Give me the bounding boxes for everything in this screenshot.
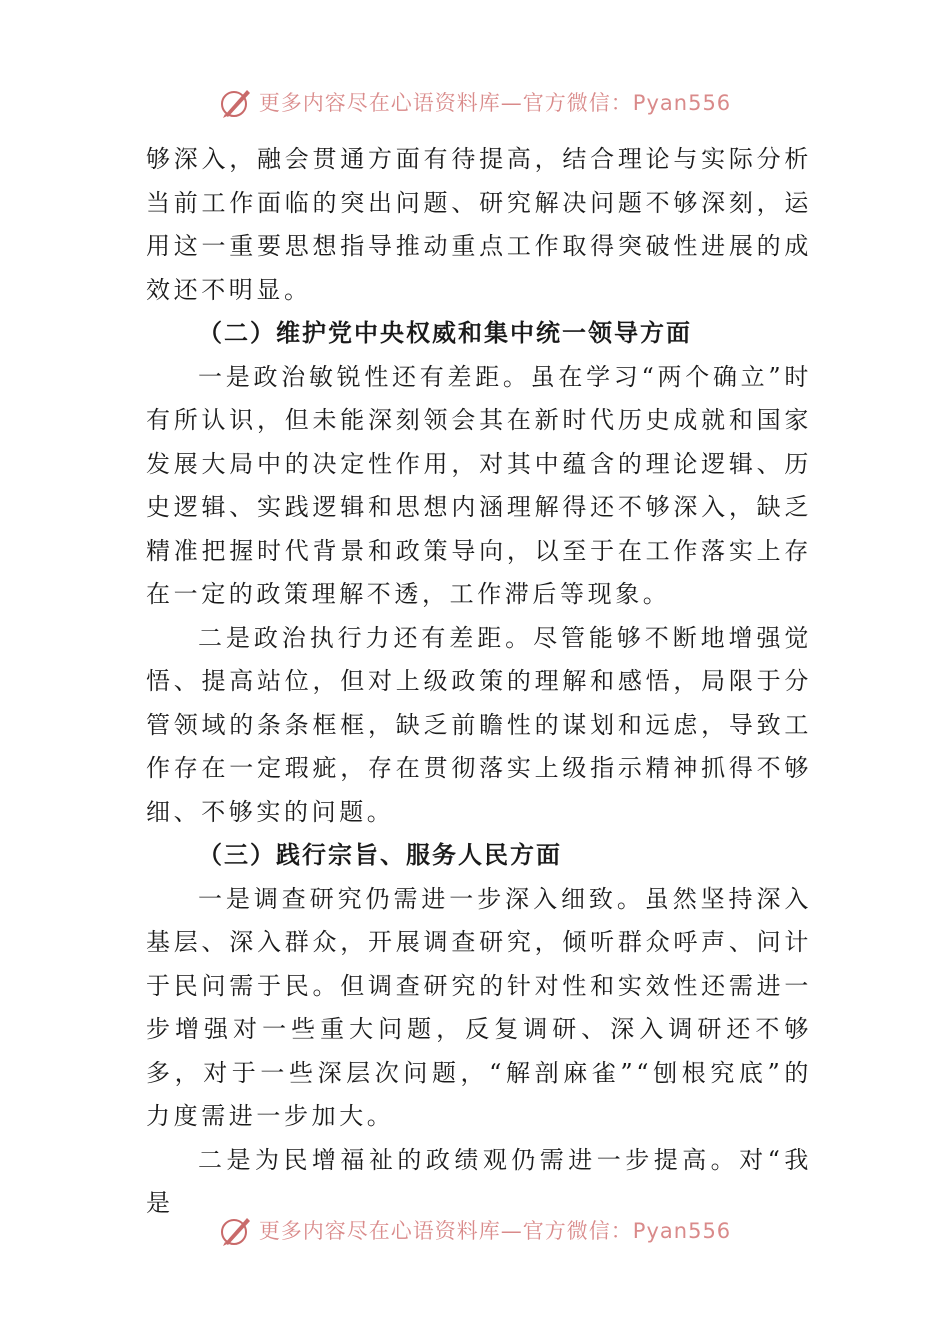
quill-logo-icon	[219, 85, 253, 119]
section-heading: （二）维护党中央权威和集中统一领导方面	[198, 319, 692, 347]
paragraph: 够深入，融会贯通方面有待提高，结合理论与实际分析当前工作面临的突出问题、研究解决问题不够深刻，运用这一重要思想指导推动重点工作取得突破性进展的成效还不明显。	[146, 145, 812, 304]
quill-logo-icon	[219, 1213, 253, 1247]
paragraph: 一是政治敏锐性还有差距。虽在学习“两个确立”时有所认识，但未能深刻领会其在新时代历史成就和国家发展大局中的决定性作用，对其中蕴含的理论逻辑、历史逻辑、实践逻辑和思想内涵理解得还不够深入，缺乏精准把握时代背景和政策导向，以至于在工作落实上存在一定的政策理解不透，工作滞后等现象。	[146, 362, 812, 608]
header-banner	[0, 84, 950, 120]
paragraph: 二是为民增福祉的政绩观仍需进一步提高。对“我是	[146, 1145, 812, 1217]
document-body	[146, 138, 812, 1226]
section-heading: （三）践行宗旨、服务人民方面	[198, 841, 562, 869]
paragraph: 一是调查研究仍需进一步深入细致。虽然坚持深入基层、深入群众，开展调查研究，倾听群众呼声、问计于民问需于民。但调查研究的针对性和实效性还需进一步增强对一些重大问题，反复调研、深入调研还不够多，对于一些深层次问题，“解剖麻雀”“刨根究底”的力度需进一步加大。	[146, 884, 812, 1130]
header-banner-text: 更多内容尽在心语资料库—官方微信：Pyan556	[258, 91, 732, 115]
footer-banner	[0, 1212, 950, 1248]
footer-banner-text: 更多内容尽在心语资料库—官方微信：Pyan556	[258, 1219, 732, 1243]
paragraph: 二是政治执行力还有差距。尽管能够不断地增强觉悟、提高站位，但对上级政策的理解和感悟，局限于分管领域的条条框框，缺乏前瞻性的谋划和远虑，导致工作存在一定瑕疵，存在贯彻落实上级指示精神抓得不够细、不够实的问题。	[146, 623, 812, 826]
